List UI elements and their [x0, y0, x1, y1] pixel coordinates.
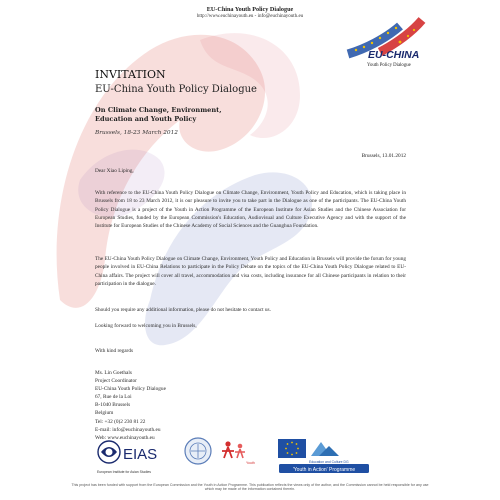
- signature-line: Tel: +32 (0)2 230 81 22: [95, 418, 146, 425]
- signature-line: E-mail: info@euchinayouth.eu: [95, 426, 161, 433]
- signature-line: EU-China Youth Policy Dialogue: [95, 386, 166, 393]
- signature-line: 67, Rue de la Loi: [95, 394, 132, 401]
- header-title: EU-China Youth Policy Dialogue: [206, 6, 294, 13]
- funding-disclaimer: This project has been funded with support from the European Commission and the Youth in Action Programme. This publication reflects the views only of the author, and the Commission cannot be held responsible for any use which may be made of the information contained therein.: [71, 483, 429, 492]
- paragraph-3: Should you require any additional information, please do not hesitate to contact us.: [95, 307, 271, 313]
- youth-in-action-banner: [279, 464, 369, 473]
- youth-figures-icon: [222, 441, 245, 458]
- signature-line: B-1040 Brussels: [95, 402, 131, 409]
- paragraph-4: Looking forward to welcoming you in Brussels,: [95, 323, 197, 329]
- header-urls: http://www.euchinayouth.eu - info@euchinayouth.eu: [196, 14, 304, 19]
- letter-date: Brussels, 13.01.2012: [361, 153, 406, 159]
- eacea-label: Education and Culture DG: [309, 460, 349, 464]
- logo-name: EU-CHINA: [368, 49, 420, 61]
- signature-block: [95, 369, 406, 442]
- theme-heading: On Climate Change, Environment, Education and Youth Policy: [95, 106, 222, 124]
- logo-subtitle: Youth Policy Dialogue: [367, 63, 411, 68]
- eias-name: EIAS: [123, 446, 158, 463]
- eias-logo-icon: [98, 441, 120, 463]
- signature-line: Project Coordinator: [95, 378, 137, 385]
- signature-line: Belgium: [95, 410, 114, 417]
- salutation: Dear Xiao Liping,: [95, 168, 134, 174]
- yia-label: 'Youth in Action' Programme: [292, 466, 356, 473]
- event-dates: Brussels, 18-23 March 2012: [95, 130, 178, 136]
- closing: With kind regards: [95, 348, 134, 354]
- signature-line: Web: www.euchinayouth.eu: [95, 434, 155, 441]
- caes-seal-icon: [185, 438, 211, 464]
- paragraph-1: With reference to the EU-China Youth Policy Dialogue on Climate Change, Environment, Youth Policy and Education, which is taking place in Brussels from 18 to 23 March 2012, it is our pleasure to invite you to take part in the Dialogue as one of the participants. The EU-China Youth Policy Dialogue is a project of the Youth in Action Programme of the European Institute for Asian Studies and the Chinese Association for European Studies, funded by the European Commission's Education, Audiovisual and Culture Executive Agency and with the support of the Institute for European Studies of the Chinese Academy of Social Sciences and the Guanghua Foundation.: [95, 190, 406, 230]
- youth-label: Youth: [246, 461, 255, 465]
- dialogue-heading: EU-China Youth Policy Dialogue: [95, 84, 257, 95]
- eu-flag-icon: [278, 439, 306, 458]
- education-culture-dg-icon: [311, 442, 339, 456]
- signature-line: Ms. Lin Goethals: [95, 370, 132, 376]
- paragraph-2: The EU-China Youth Policy Dialogue on Climate Change, Environment, Youth Policy and Education in Brussels will provide the forum for young people involved in EU-China Relations to participate in the Policy Debate on the topics of the EU-China Youth Policy Dialogue related to EU-China affairs. The project will cover all travel, accommodation and visa costs, including insurance for all Chinese participants in relation to their participation in the dialogue.: [95, 256, 406, 287]
- eias-caption: European Institute for Asian Studies: [97, 470, 151, 474]
- footer-logo-strip: [95, 434, 415, 476]
- invitation-heading: INVITATION: [95, 68, 166, 81]
